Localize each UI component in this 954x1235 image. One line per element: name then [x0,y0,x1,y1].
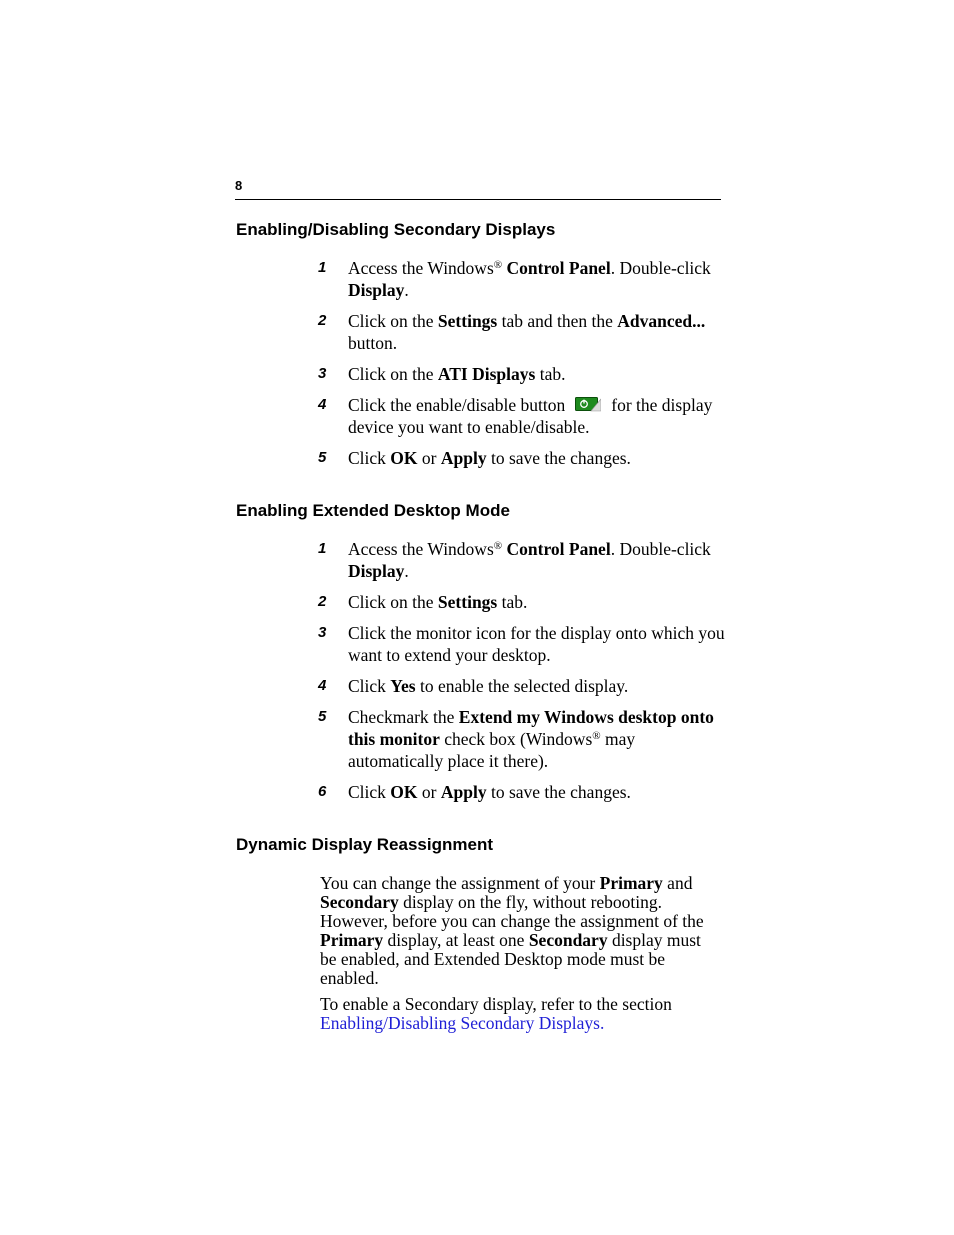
step-number: 4 [318,396,327,413]
para-text: display must be enabled, and Extended Desktop mode must be enabled. [320,930,701,988]
ui-term: Display [348,561,405,581]
section-link-enabling-disabling[interactable]: Enabling/Disabling Secondary Displays [320,1013,600,1033]
step-text: Click the monitor icon for the display onto which you want to extend your desktop. [348,623,725,665]
ui-term: Display [348,280,405,300]
registered-mark: ® [592,730,601,742]
list-item [318,781,728,803]
ui-term: Yes [390,676,416,696]
step-text: Click [348,448,391,468]
step-text: Click the enable/disable button [348,395,566,415]
step-number: 3 [318,624,327,641]
para-text: You can change the assignment of your [320,873,600,893]
list-item [318,622,728,666]
list-item [318,310,728,354]
step-number: 5 [318,449,327,466]
ui-term: OK [390,782,418,802]
step-text: . [404,280,409,300]
step-text: to enable the selected display. [415,676,629,696]
list-item [318,706,728,772]
para-text: display on the fly, without rebooting. However, before you can change the assignment of the [320,892,704,931]
list-item [318,363,728,385]
step-text: tab and then the [497,311,618,331]
ui-term: Secondary [528,930,608,950]
page-number: 8 [235,178,243,193]
ui-term: Extend my Windows desktop onto this monitor [348,707,714,749]
section-title-extended-desktop: Enabling Extended Desktop Mode [236,501,510,520]
step-text: Click [348,782,391,802]
ui-term: Apply [440,782,487,802]
steps-extended-desktop [318,538,728,812]
ui-term: ATI Displays [437,364,536,384]
ui-term: Apply [440,448,487,468]
step-text: Click on the [348,592,438,612]
step-number: 2 [318,312,327,329]
ui-term: Advanced... [617,311,706,331]
step-number: 6 [318,783,327,800]
step-number: 2 [318,593,327,610]
step-text: to save the changes. [486,782,631,802]
ui-term: Secondary [320,892,399,912]
step-number: 1 [318,540,327,557]
header-rule [235,199,721,200]
ui-term: Control Panel [506,258,611,278]
list-item [318,675,728,697]
step-number: 3 [318,365,327,382]
step-text: Click on the [348,311,438,331]
step-text: Access the Windows [348,258,494,278]
step-text: tab. [535,364,566,384]
steps-enabling-disabling [318,257,728,478]
ui-term: Primary [599,873,663,893]
step-text: for the display device you want to enable/disable. [348,395,713,437]
step-text: . Double-click [610,539,711,559]
ui-term: OK [390,448,418,468]
step-text: or [417,448,441,468]
step-number: 4 [318,677,327,694]
step-text: . [404,561,409,581]
step-number: 1 [318,259,327,276]
step-text: . Double-click [610,258,711,278]
list-item [318,394,728,438]
step-text: Click on the [348,364,438,384]
ui-term: Control Panel [506,539,611,559]
paragraph-reference [320,995,720,1033]
step-text: may automatically place it there). [348,729,636,771]
list-item [318,447,728,469]
ui-term: Primary [320,930,384,950]
list-item [318,257,728,301]
step-text: or [417,782,441,802]
ui-term: Settings [437,311,498,331]
step-text: Access the Windows [348,539,494,559]
registered-mark: ® [493,259,503,271]
step-number: 5 [318,708,327,725]
ui-term: Settings [437,592,498,612]
step-text: Checkmark the [348,707,459,727]
list-item [318,538,728,582]
step-text: check box (Windows [439,729,593,749]
para-text: and [662,873,693,893]
step-text: tab. [497,592,528,612]
enable-disable-icon [575,397,601,412]
list-item [318,591,728,613]
step-text: Click [348,676,391,696]
para-text: . [599,1013,605,1033]
registered-mark: ® [493,540,503,552]
step-text: button. [348,333,398,353]
section-title-dynamic-reassignment: Dynamic Display Reassignment [236,835,493,854]
paragraph-reassignment [320,874,720,988]
step-text: to save the changes. [486,448,631,468]
para-text: To enable a Secondary display, refer to the section [320,994,672,1014]
section-title-enabling-disabling: Enabling/Disabling Secondary Displays [236,220,556,239]
para-text: display, at least one [383,930,529,950]
